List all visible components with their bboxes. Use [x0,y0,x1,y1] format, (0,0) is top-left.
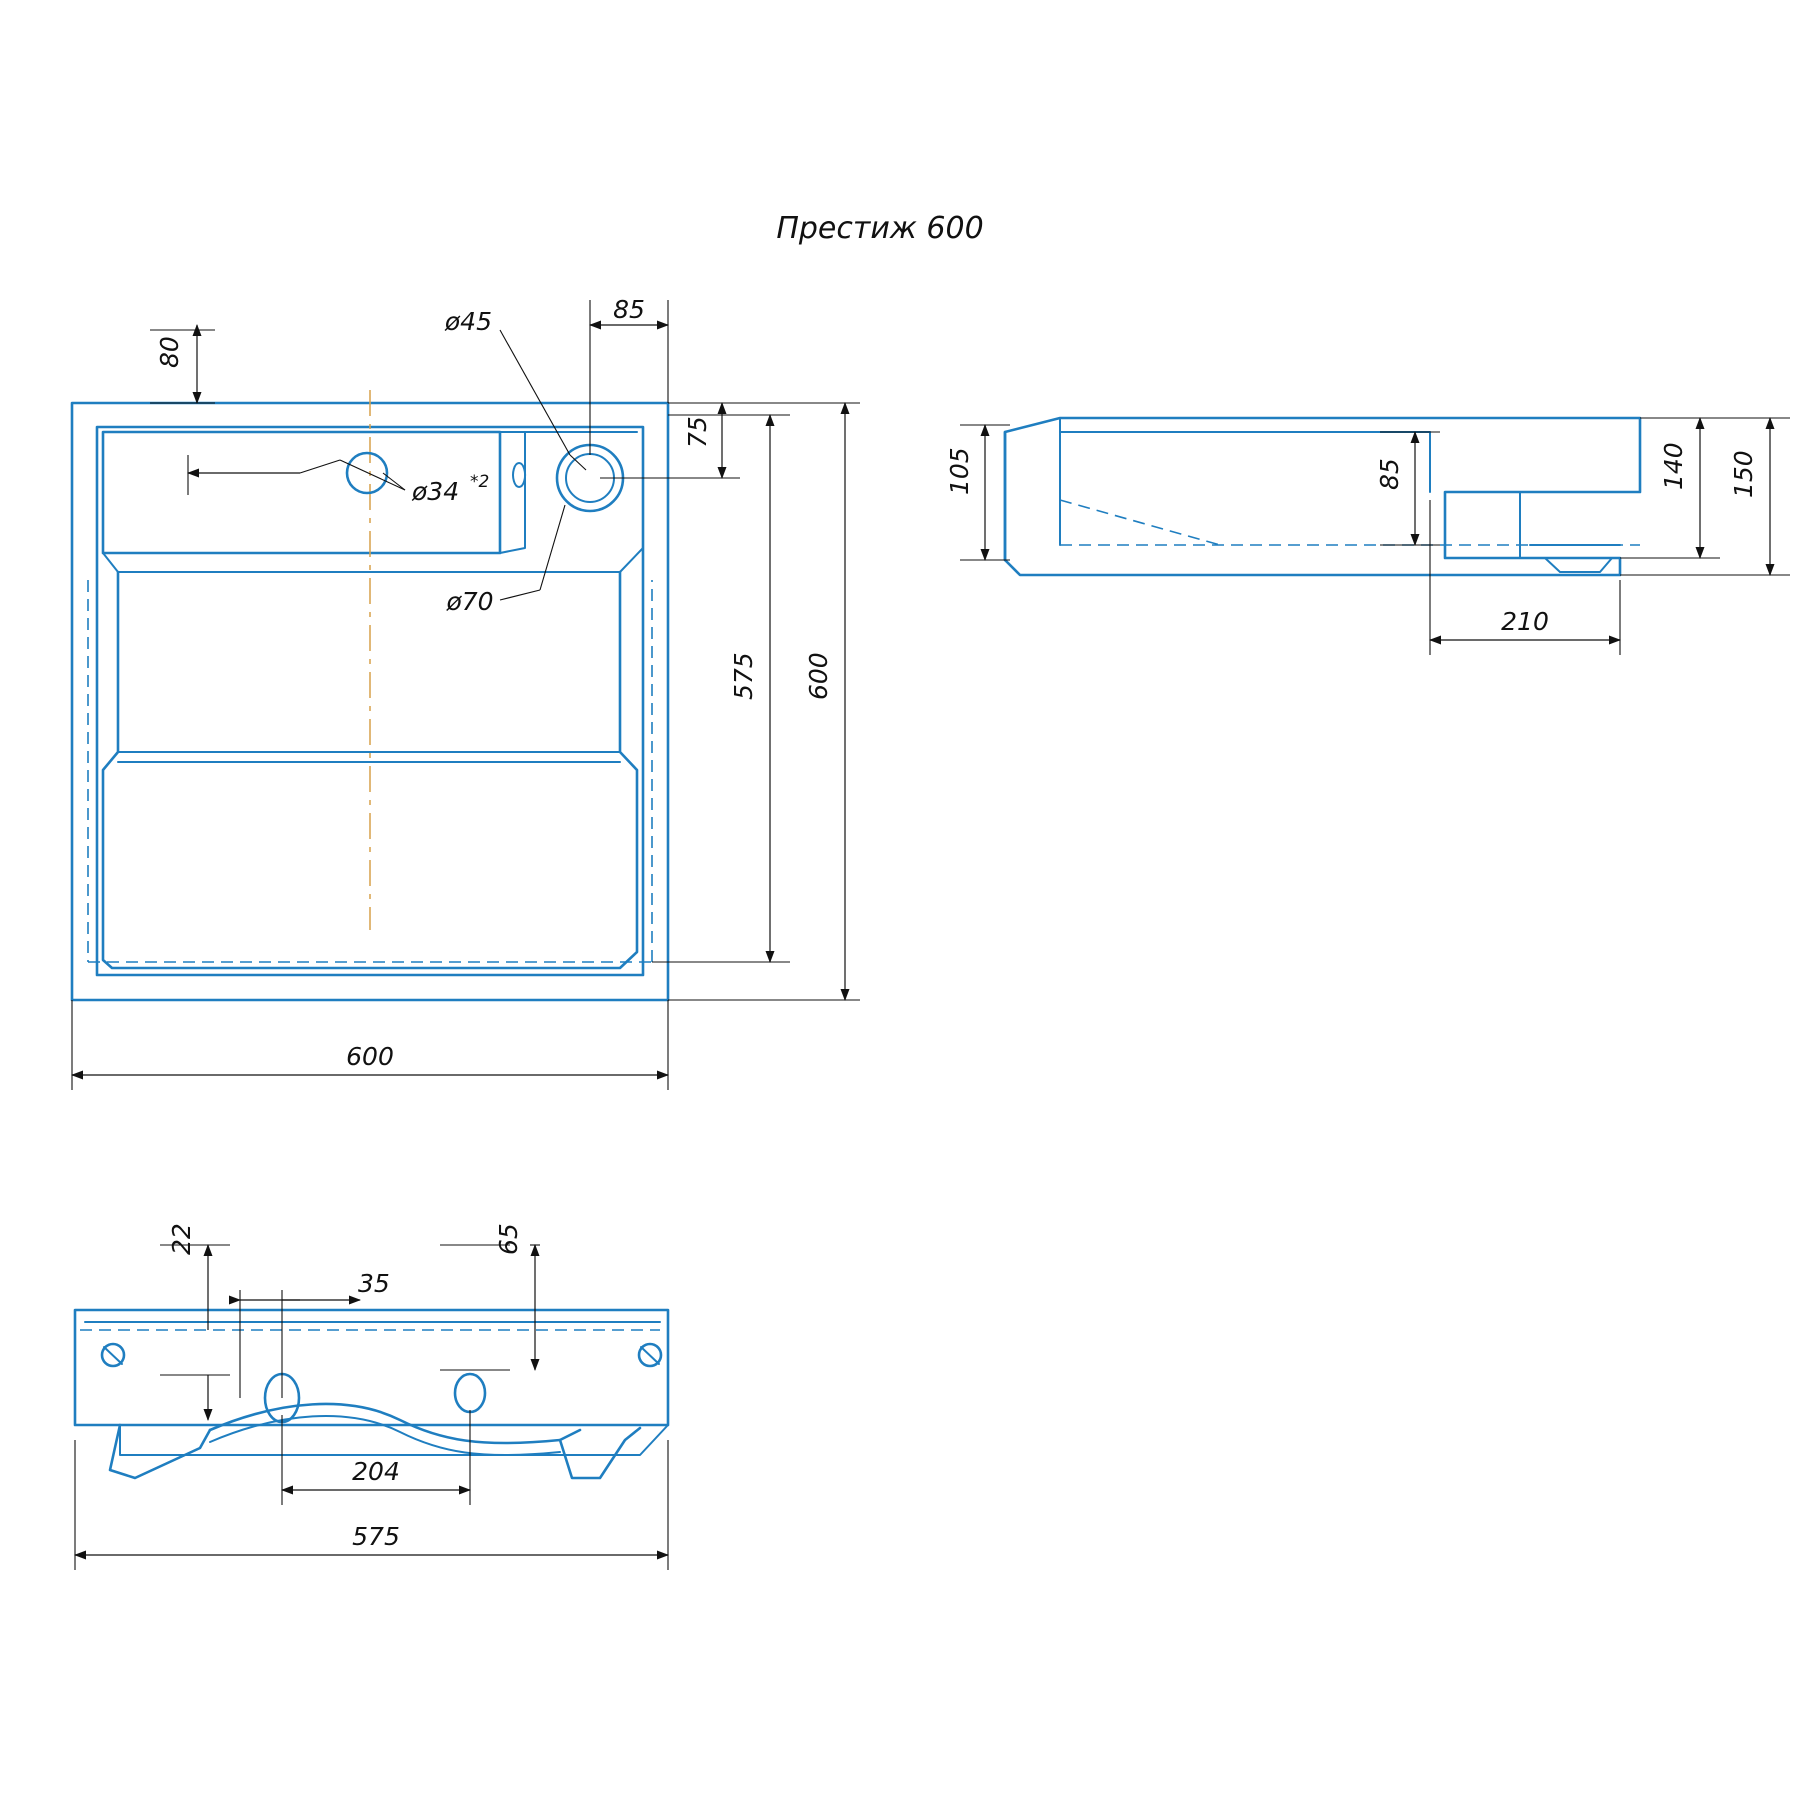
dim-204-label: 204 [352,1457,400,1486]
dim-22-label: 22 [167,1223,196,1255]
dim-85-side-label: 85 [1375,458,1404,490]
dim-d70-label: ø70 [446,587,494,616]
dim-d34-superscript: *2 [470,472,490,492]
dim-210-label: 210 [1501,607,1549,636]
dim-575-front-label: 575 [352,1522,400,1551]
dim-35-label: 35 [358,1269,390,1298]
front-view-dimensions [75,1223,668,1570]
dim-140-label: 140 [1659,442,1688,490]
dim-d34-label: ø34 [412,477,460,506]
dim-600-horizontal-label: 600 [346,1042,394,1071]
dim-75-label: 75 [683,416,712,448]
dim-65-label: 65 [494,1223,523,1255]
side-view-geometry [1005,418,1640,575]
dim-80-label: 80 [155,336,184,368]
dim-575-label: 575 [729,652,758,700]
side-view-dimensions [945,418,1790,655]
dim-150-label: 150 [1729,450,1758,498]
dim-600-vertical-label: 600 [804,652,833,700]
dim-105-label: 105 [945,447,974,495]
top-view-dimensions [72,295,860,1090]
dim-85-label: 85 [613,295,645,324]
drawing-title: Престиж 600 [776,211,984,246]
front-view-geometry [75,1310,668,1478]
top-view-geometry [72,390,668,1000]
dim-d45-label: ø45 [444,307,492,336]
